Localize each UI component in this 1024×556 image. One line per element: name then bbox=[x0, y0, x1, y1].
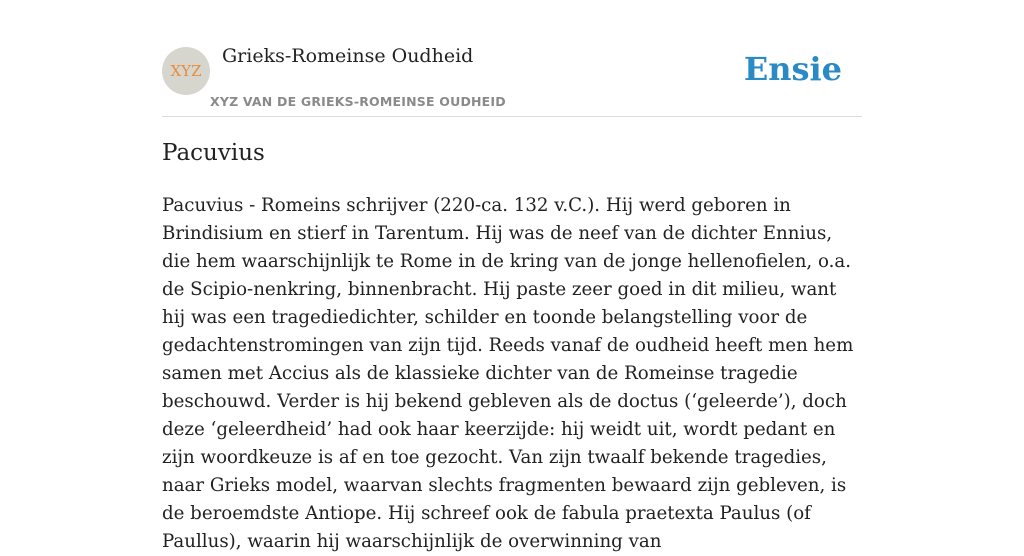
site-logo[interactable]: Ensie bbox=[743, 50, 842, 88]
source-title[interactable]: Grieks-Romeinse Oudheid bbox=[222, 45, 474, 67]
source-subtitle[interactable]: XYZ VAN DE GRIEKS-ROMEINSE OUDHEID bbox=[210, 94, 506, 109]
source-header bbox=[162, 0, 862, 117]
article-title: Pacuvius bbox=[162, 140, 265, 166]
source-avatar[interactable] bbox=[162, 47, 210, 95]
page bbox=[162, 0, 862, 552]
avatar-text: XYZ bbox=[170, 62, 202, 80]
article-body: Pacuvius - Romeins schrijver (220-ca. 132 v.C.). Hij werd geboren in Brindisium en stierf in Tarentum. Hij was de neef van de dichter Ennius, die hem waarschijnlijk te Rome in de kring van de jonge hellenofielen, o.a. de Scipio-nenkring, binnenbracht. Hij paste zeer goed in dit milieu, want hij was een tragediedichter, schilder en toonde belangstelling voor de gedachtenstromingen van zijn tijd. Reeds vanaf de oudheid heeft men hem samen met Accius als de klassieke dichter van de Romeinse tragedie beschouwd. Verder is hij bekend gebleven als de doctus (‘geleerde’), doch deze ‘geleerdheid’ had ook haar keerzijde: hij weidt uit, wordt pedant en zijn woordkeuze is af en toe gezocht. Van zijn twaalf bekende tragedies, naar Grieks model, waarvan slechts fragmenten bewaard zijn gebleven, is de beroemdste Antiope. Hij schreef ook de fabula praetexta Paulus (of Paullus), waarin hij waarschijnlijk de overwinning van bbox=[162, 195, 854, 552]
